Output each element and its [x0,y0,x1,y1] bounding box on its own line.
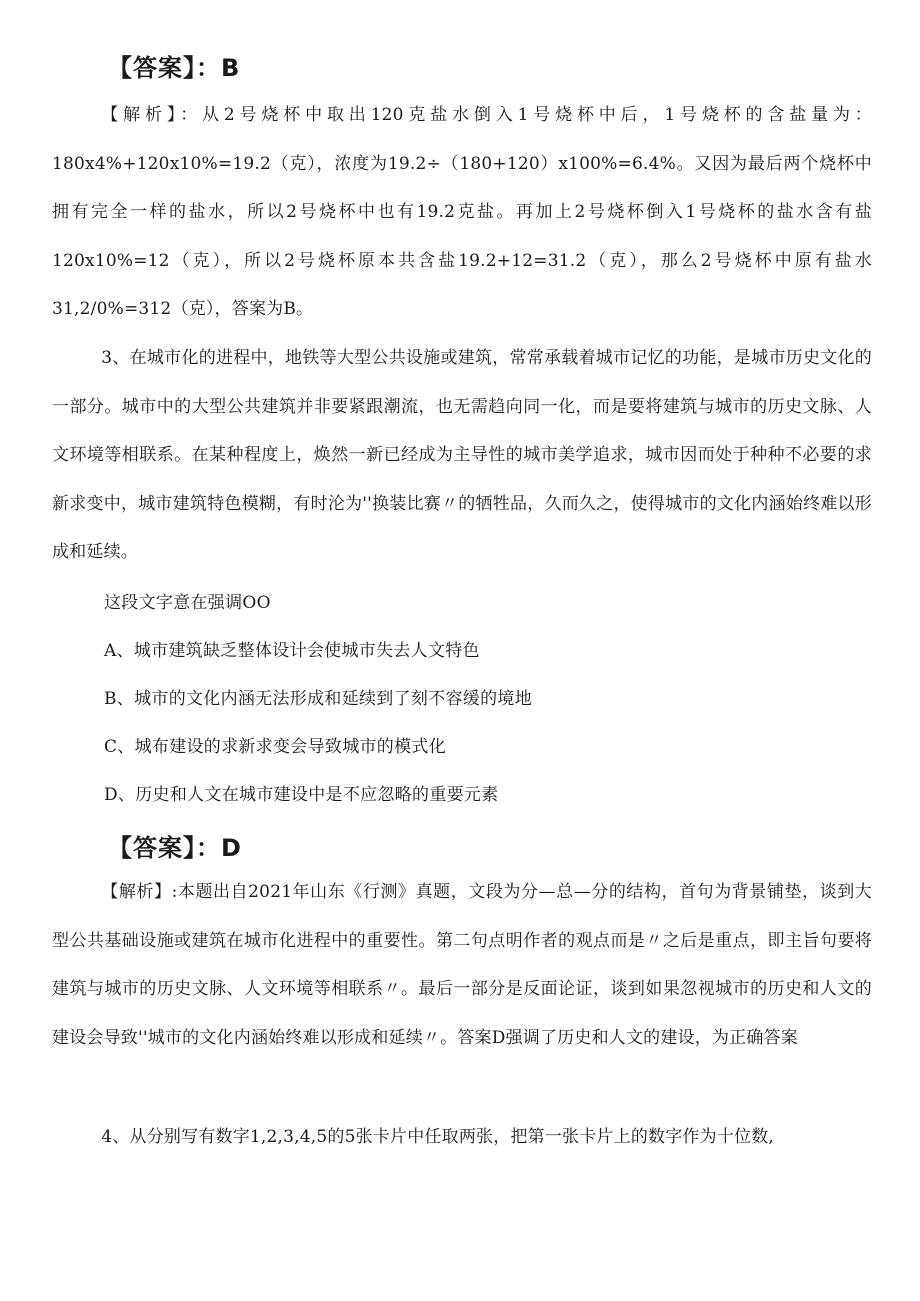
analysis-text-2: 本题出自2021年山东《行测》真题，文段为分—总—分的结构，首句为背景铺垫，谈到大型公共基础设施或建筑在城市化进程中的重要性。第二句点明作者的观点而是〃之后是重点，即主旨句要将建筑与城市的历史文脉、人文环境等相联系〃。最后一部分是反面论证，谈到如果忽视城市的历史和人文的建设会导致''城市的文化内涵始终难以形成和延续〃。答案D强调了历史和人文的建设，为正确答案 [52,882,873,1048]
question-3-prompt: 这段文字意在强调OO [104,593,271,613]
analysis-paragraph-2 [52,868,872,1062]
question-3-option-c: C、城布建设的求新求变会导致城市的模式化 [104,737,447,757]
question-3-option-d: D、历史和人文在城市建设中是不应忽略的重要元素 [104,785,499,805]
question-3-stem: 3、在城市化的进程中，地铁等大型公共设施或建筑，常常承载着城市记忆的功能，是城市历史文化的一部分。城市中的大型公共建筑并非要紧跟潮流，也无需趋向同一化，而是要将建筑与城市的历史文脉、人文环境等相联系。在某种程度上，焕然一新已经成为主导性的城市美学追求，城市因而处于种种不必要的求新求变中，城市建筑特色模糊，有时沦为''换装比赛〃的牺牲品，久而久之，使得城市的文化内涵始终难以形成和延续。 [52,348,872,562]
analysis-label-2: 【解析】: [101,882,178,902]
question-4-stem: 4、从分别写有数字1,2,3,4,5的5张卡片中任取两张，把第一张卡片上的数字作为十位数, [101,1127,775,1147]
analysis-text-1: 从2号烧杯中取出120克盐水倒入1号烧杯中后，1号烧杯的含盐量为：180x4%+120x10%=19.2（克），浓度为19.2÷（180+120）x100%=6.4%。又因为最后两个烧杯中拥有完全一样的盐水，所以2号烧杯中也有19.2克盐。再加上2号烧杯倒入1号烧杯的盐水含有盐120x10%=12（克），所以2号烧杯原本共含盐19.2+12=31.2（克），那么2号烧杯中原有盐水31,2/0%=312（克），答案为B。 [52,105,873,319]
answer-heading-1: 【答案】：B [108,54,241,82]
question-3-option-b: B、城市的文化内涵无法形成和延续到了刻不容缓的境地 [104,689,532,709]
answer-heading-2: 【答案】：D [108,834,242,862]
analysis-paragraph-1 [52,91,872,334]
analysis-label-1: 【解析】： [101,105,203,125]
question-3-option-a: A、城市建筑缺乏整体设计会使城市失去人文特色 [104,641,480,661]
